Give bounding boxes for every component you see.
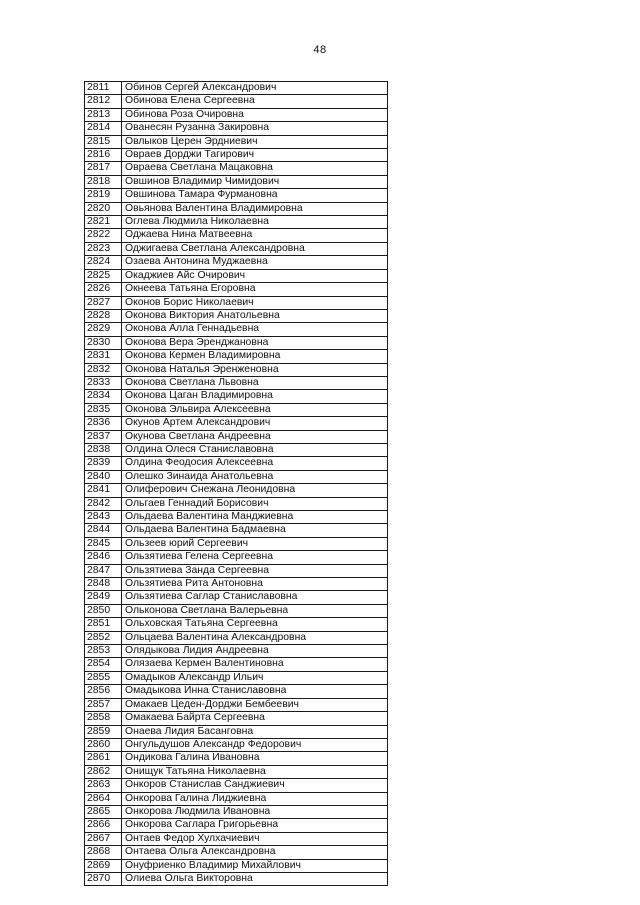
row-number: 2860: [85, 738, 122, 751]
table-row: [85, 350, 388, 363]
table-row: [85, 738, 388, 751]
person-name: Обинова Елена Сергеевна: [122, 95, 388, 108]
table-row: [85, 645, 388, 658]
row-number: 2864: [85, 792, 122, 805]
row-number: 2812: [85, 95, 122, 108]
row-number: 2833: [85, 376, 122, 389]
person-name: Оконова Эльвира Алексеевна: [122, 403, 388, 416]
row-number: 2854: [85, 658, 122, 671]
row-number: 2846: [85, 551, 122, 564]
row-number: 2811: [85, 82, 122, 95]
row-number: 2859: [85, 725, 122, 738]
person-name: Обинов Сергей Александрович: [122, 82, 388, 95]
person-name: Олиферович Снежана Леонидовна: [122, 484, 388, 497]
person-name: Олиева Ольга Викторовна: [122, 872, 388, 885]
person-name: Олешко Зинаида Анатольевна: [122, 470, 388, 483]
person-name: Овьянова Валентина Владимировна: [122, 202, 388, 215]
row-number: 2847: [85, 564, 122, 577]
table-row: [85, 752, 388, 765]
table-row: [85, 256, 388, 269]
row-number: 2862: [85, 765, 122, 778]
row-number: 2853: [85, 645, 122, 658]
row-number: 2836: [85, 417, 122, 430]
person-name: Онкорова Людмила Ивановна: [122, 805, 388, 818]
person-name: Ольдаева Валентина Бадмаевна: [122, 524, 388, 537]
person-name: Ользятиева Гелена Сергеевна: [122, 551, 388, 564]
table-row: [85, 511, 388, 524]
page-number: 48: [313, 44, 327, 56]
person-name: Оджаева Нина Матвеевна: [122, 229, 388, 242]
row-number: 2856: [85, 685, 122, 698]
row-number: 2849: [85, 591, 122, 604]
person-name: Овлыков Церен Эрдниевич: [122, 135, 388, 148]
row-number: 2830: [85, 336, 122, 349]
table-row: [85, 618, 388, 631]
person-name: Овшинов Владимир Чимидович: [122, 175, 388, 188]
person-name: Ользеев юрий Сергеевич: [122, 537, 388, 550]
table-row: [85, 363, 388, 376]
row-number: 2869: [85, 859, 122, 872]
person-name: Ользятиева Саглар Станиславовна: [122, 591, 388, 604]
table-row: [85, 336, 388, 349]
table-row: [85, 484, 388, 497]
table-row: [85, 242, 388, 255]
row-number: 2837: [85, 430, 122, 443]
row-number: 2826: [85, 283, 122, 296]
person-name: Окнеева Татьяна Егоровна: [122, 283, 388, 296]
person-name: Овшинова Тамара Фурмановна: [122, 189, 388, 202]
person-name: Оконов Борис Николаевич: [122, 296, 388, 309]
row-number: 2817: [85, 162, 122, 175]
table-row: [85, 497, 388, 510]
person-name: Онуфриенко Владимир Михайлович: [122, 859, 388, 872]
row-number: 2820: [85, 202, 122, 215]
person-name: Оконова Виктория Анатольевна: [122, 309, 388, 322]
table-row: [85, 390, 388, 403]
row-number: 2828: [85, 309, 122, 322]
table-row: [85, 872, 388, 885]
person-name: Омадыков Александр Ильич: [122, 671, 388, 684]
row-number: 2842: [85, 497, 122, 510]
person-name: Ондикова Галина Ивановна: [122, 752, 388, 765]
table-row: [85, 403, 388, 416]
person-name: Овраев Дорджи Тагирович: [122, 149, 388, 162]
row-number: 2845: [85, 537, 122, 550]
table-row: [85, 108, 388, 121]
person-name: Окаджиев Айс Очирович: [122, 269, 388, 282]
table-row: [85, 122, 388, 135]
row-number: 2839: [85, 457, 122, 470]
table-row: [85, 82, 388, 95]
table-row: [85, 376, 388, 389]
table-row: [85, 658, 388, 671]
row-number: 2814: [85, 122, 122, 135]
table-row: [85, 175, 388, 188]
table-row: [85, 149, 388, 162]
person-name: Ольгаев Геннадий Борисович: [122, 497, 388, 510]
table-row: [85, 591, 388, 604]
table-row: [85, 309, 388, 322]
row-number: 2870: [85, 872, 122, 885]
table-row: [85, 846, 388, 859]
table-row: [85, 269, 388, 282]
row-number: 2843: [85, 511, 122, 524]
table-row: [85, 765, 388, 778]
person-name: Ользятиева Рита Антоновна: [122, 578, 388, 591]
person-name: Олдина Феодосия Алексеевна: [122, 457, 388, 470]
table-row: [85, 430, 388, 443]
table-row: [85, 457, 388, 470]
table-row: [85, 671, 388, 684]
person-name: Ользятиева Занда Сергеевна: [122, 564, 388, 577]
person-name: Ольцаева Валентина Александровна: [122, 631, 388, 644]
table-row: [85, 792, 388, 805]
person-name: Оконова Вера Эренджановна: [122, 336, 388, 349]
row-number: 2868: [85, 846, 122, 859]
table-row: [85, 470, 388, 483]
person-name: Обинова Роза Очировна: [122, 108, 388, 121]
row-number: 2858: [85, 712, 122, 725]
row-number: 2867: [85, 832, 122, 845]
table-body: [85, 82, 388, 886]
row-number: 2841: [85, 484, 122, 497]
row-number: 2866: [85, 819, 122, 832]
row-number: 2861: [85, 752, 122, 765]
row-number: 2819: [85, 189, 122, 202]
row-number: 2832: [85, 363, 122, 376]
person-name: Олядыкова Лидия Андреевна: [122, 645, 388, 658]
row-number: 2852: [85, 631, 122, 644]
person-name: Оконова Светлана Львовна: [122, 376, 388, 389]
person-name: Оконова Кермен Владимировна: [122, 350, 388, 363]
person-name: Онкорова Саглара Григорьевна: [122, 819, 388, 832]
person-name: Олязаева Кермен Валентиновна: [122, 658, 388, 671]
row-number: 2823: [85, 242, 122, 255]
person-name: Окунов Артем Александрович: [122, 417, 388, 430]
row-number: 2851: [85, 618, 122, 631]
table-row: [85, 832, 388, 845]
row-number: 2850: [85, 604, 122, 617]
table-row: [85, 551, 388, 564]
row-number: 2827: [85, 296, 122, 309]
row-number: 2816: [85, 149, 122, 162]
person-name: Онаева Лидия Басанговна: [122, 725, 388, 738]
table-row: [85, 805, 388, 818]
person-name: Оконова Цаган Владимировна: [122, 390, 388, 403]
row-number: 2840: [85, 470, 122, 483]
row-number: 2813: [85, 108, 122, 121]
table-row: [85, 417, 388, 430]
table-row: [85, 537, 388, 550]
person-name: Онищук Татьяна Николаевна: [122, 765, 388, 778]
table-row: [85, 725, 388, 738]
row-number: 2857: [85, 698, 122, 711]
person-name: Омадыкова Инна Станиславовна: [122, 685, 388, 698]
row-number: 2835: [85, 403, 122, 416]
person-name: Онкоров Станислав Санджиевич: [122, 779, 388, 792]
row-number: 2838: [85, 443, 122, 456]
row-number: 2831: [85, 350, 122, 363]
table-row: [85, 296, 388, 309]
table-row: [85, 189, 388, 202]
table-row: [85, 283, 388, 296]
table-row: [85, 162, 388, 175]
person-name: Онкорова Галина Лиджиевна: [122, 792, 388, 805]
person-name: Оглева Людмила Николаевна: [122, 216, 388, 229]
table-row: [85, 564, 388, 577]
person-name: Олдина Олеся Станиславовна: [122, 443, 388, 456]
person-name: Окунова Светлана Андреевна: [122, 430, 388, 443]
table-row: [85, 443, 388, 456]
person-name: Оджигаева Светлана Александровна: [122, 242, 388, 255]
table-row: [85, 712, 388, 725]
row-number: 2821: [85, 216, 122, 229]
row-number: 2863: [85, 779, 122, 792]
row-number: 2824: [85, 256, 122, 269]
table-row: [85, 685, 388, 698]
row-number: 2848: [85, 578, 122, 591]
person-name: Ольховская Татьяна Сергеевна: [122, 618, 388, 631]
table-row: [85, 779, 388, 792]
table-row: [85, 631, 388, 644]
row-number: 2825: [85, 269, 122, 282]
row-number: 2818: [85, 175, 122, 188]
table-row: [85, 323, 388, 336]
table-row: [85, 819, 388, 832]
row-number: 2815: [85, 135, 122, 148]
row-number: 2829: [85, 323, 122, 336]
row-number: 2844: [85, 524, 122, 537]
table-row: [85, 202, 388, 215]
name-list-table: [84, 81, 388, 886]
person-name: Ованесян Рузанна Закировна: [122, 122, 388, 135]
person-name: Оконова Алла Геннадьевна: [122, 323, 388, 336]
person-name: Ольдаева Валентина Манджиевна: [122, 511, 388, 524]
table-row: [85, 216, 388, 229]
person-name: Онгульдушов Александр Федорович: [122, 738, 388, 751]
row-number: 2822: [85, 229, 122, 242]
table-row: [85, 524, 388, 537]
person-name: Оконова Наталья Эренженовна: [122, 363, 388, 376]
table-row: [85, 578, 388, 591]
person-name: Омакаев Цеден-Дорджи Бембеевич: [122, 698, 388, 711]
table-row: [85, 859, 388, 872]
table-row: [85, 698, 388, 711]
person-name: Омакаева Байрта Сергеевна: [122, 712, 388, 725]
person-name: Онтаев Федор Хулхачиевич: [122, 832, 388, 845]
row-number: 2834: [85, 390, 122, 403]
table-row: [85, 135, 388, 148]
table-row: [85, 229, 388, 242]
person-name: Озаева Антонина Муджаевна: [122, 256, 388, 269]
row-number: 2855: [85, 671, 122, 684]
table-row: [85, 604, 388, 617]
person-name: Ольконова Светлана Валерьевна: [122, 604, 388, 617]
person-name: Онтаева Ольга Александровна: [122, 846, 388, 859]
table-row: [85, 95, 388, 108]
person-name: Овраева Светлана Мацаковна: [122, 162, 388, 175]
row-number: 2865: [85, 805, 122, 818]
